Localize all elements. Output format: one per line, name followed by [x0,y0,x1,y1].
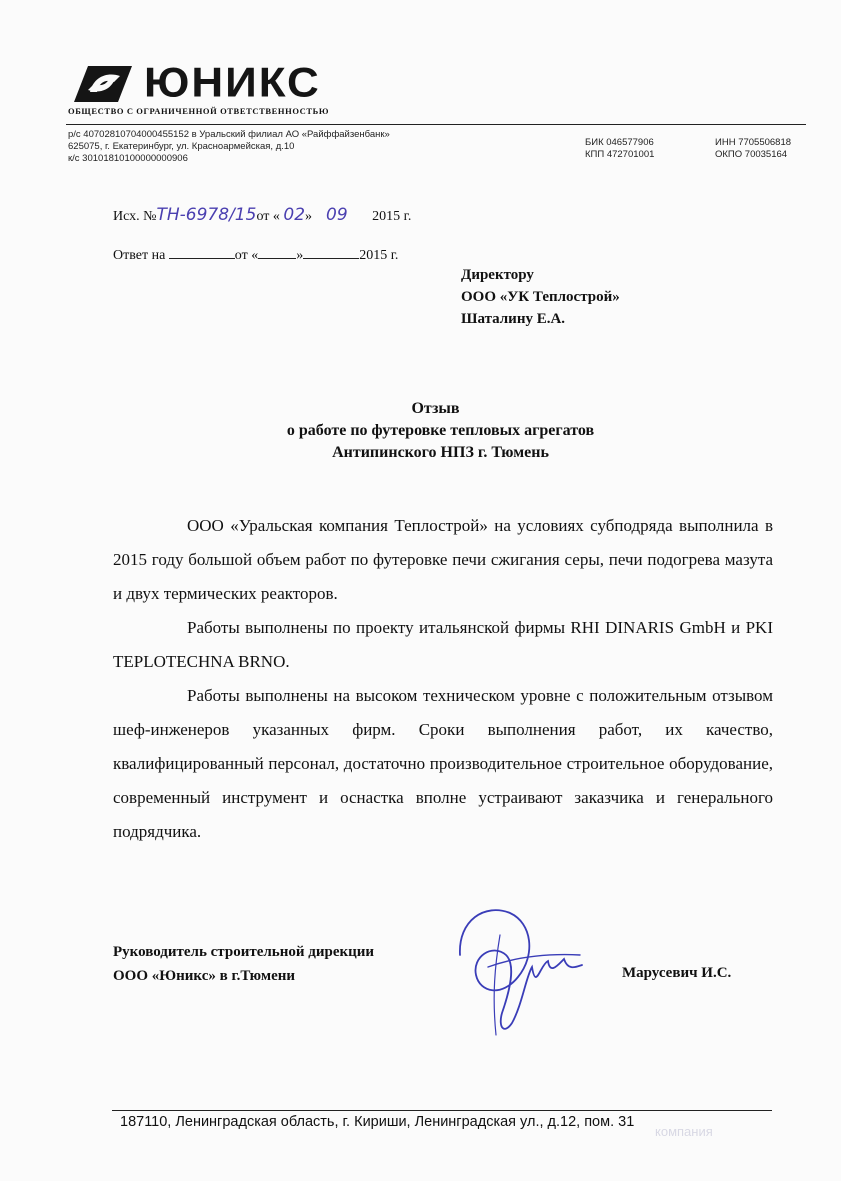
signatory-organization: ООО «Юникс» в г.Тюмени [113,968,296,984]
body-paragraph-3: Работы выполнены на высоком техническом уровне с положительным отзывом шеф-инженеров указанных фирм. Сроки выполнения работ, их качество, квалифицированный персонал, достаточно производительное строительное оборудование, современный инструмент и оснастка вполне устраивают заказчика и генерального подрядчика. [113,686,773,841]
outgoing-from: от « [256,209,280,224]
body-paragraph-2: Работы выполнены по проекту итальянской фирмы RHI DINARIS GmbH и PKI TEPLOTECHNA BRNO. [113,618,773,671]
reply-year: 2015 г. [359,248,399,263]
kpp-code: КПП 472701001 [585,149,655,160]
letterhead-divider [66,124,806,125]
title-line-1: Отзыв [411,400,460,417]
company-address: 187110, Ленинградская область, г. Кириши, Ленинградская ул., д.12, пом. 31 [120,1114,635,1130]
inn-code: ИНН 7705506818 [715,137,792,148]
company-logo-mark-icon [68,62,138,104]
outgoing-month: 09 [326,205,348,225]
body-paragraph-1: ООО «Уральская компания Теплострой» на условиях субподряда выполнила в 2015 году большой объем работ по футеровке печи сжигания серы, печи подогрева мазута и двух термических реакторов. [113,516,773,603]
scan-watermark: компания [655,1124,713,1139]
bank-details [68,129,390,165]
document-title [0,398,841,464]
outgoing-reference [113,205,411,225]
reply-from: от « [234,248,259,263]
company-legal-form: ОБЩЕСТВО С ОГРАНИЧЕННОЙ ОТВЕТСТВЕННОСТЬЮ [68,106,330,116]
signatory-position [113,940,374,988]
addressee-block [461,264,620,330]
reply-month-blank [303,246,359,259]
reply-close-quote: » [296,248,304,263]
signatory-name: Марусевич И.С. [622,965,732,981]
reply-number-blank [169,246,235,259]
title-line-3: Антипинского НПЗ г. Тюмень [332,444,549,461]
logo-wordmark: ЮНИКС [144,59,321,106]
outgoing-day: 02 [283,205,306,225]
reply-reference [113,246,398,264]
bank-account-line: р/с 40702810704000455152 в Уральский филиал АО «Райффайзенбанк» [68,129,390,140]
bank-codes [585,137,654,161]
outgoing-year: 2015 г. [372,209,412,224]
outgoing-label: Исх. № [113,209,157,224]
title-line-2: о работе по футеровке тепловых агрегатов [286,422,595,439]
outgoing-number: ТН-6978/15 [156,205,257,225]
tax-codes [715,137,791,161]
okpo-code: ОКПО 70035164 [715,149,788,160]
footer-divider [112,1110,772,1111]
outgoing-close-quote: » [305,209,313,224]
handwritten-signature [440,895,590,1045]
bank-address-line: 625075, г. Екатеринбург, ул. Красноармейская, д.10 [68,141,295,152]
letter-body [113,509,773,849]
addressee-position: Директору [461,267,534,283]
addressee-name: Шаталину Е.А. [461,311,566,327]
reply-day-blank [258,246,296,259]
company-logo [66,60,396,120]
correspondent-account-line: к/с 30101810100000000906 [68,153,188,164]
bik-code: БИК 046577906 [585,137,654,148]
reply-label: Ответ на [113,248,166,263]
signatory-title: Руководитель строительной дирекции [113,944,375,960]
addressee-company: ООО «УК Теплострой» [461,289,620,305]
